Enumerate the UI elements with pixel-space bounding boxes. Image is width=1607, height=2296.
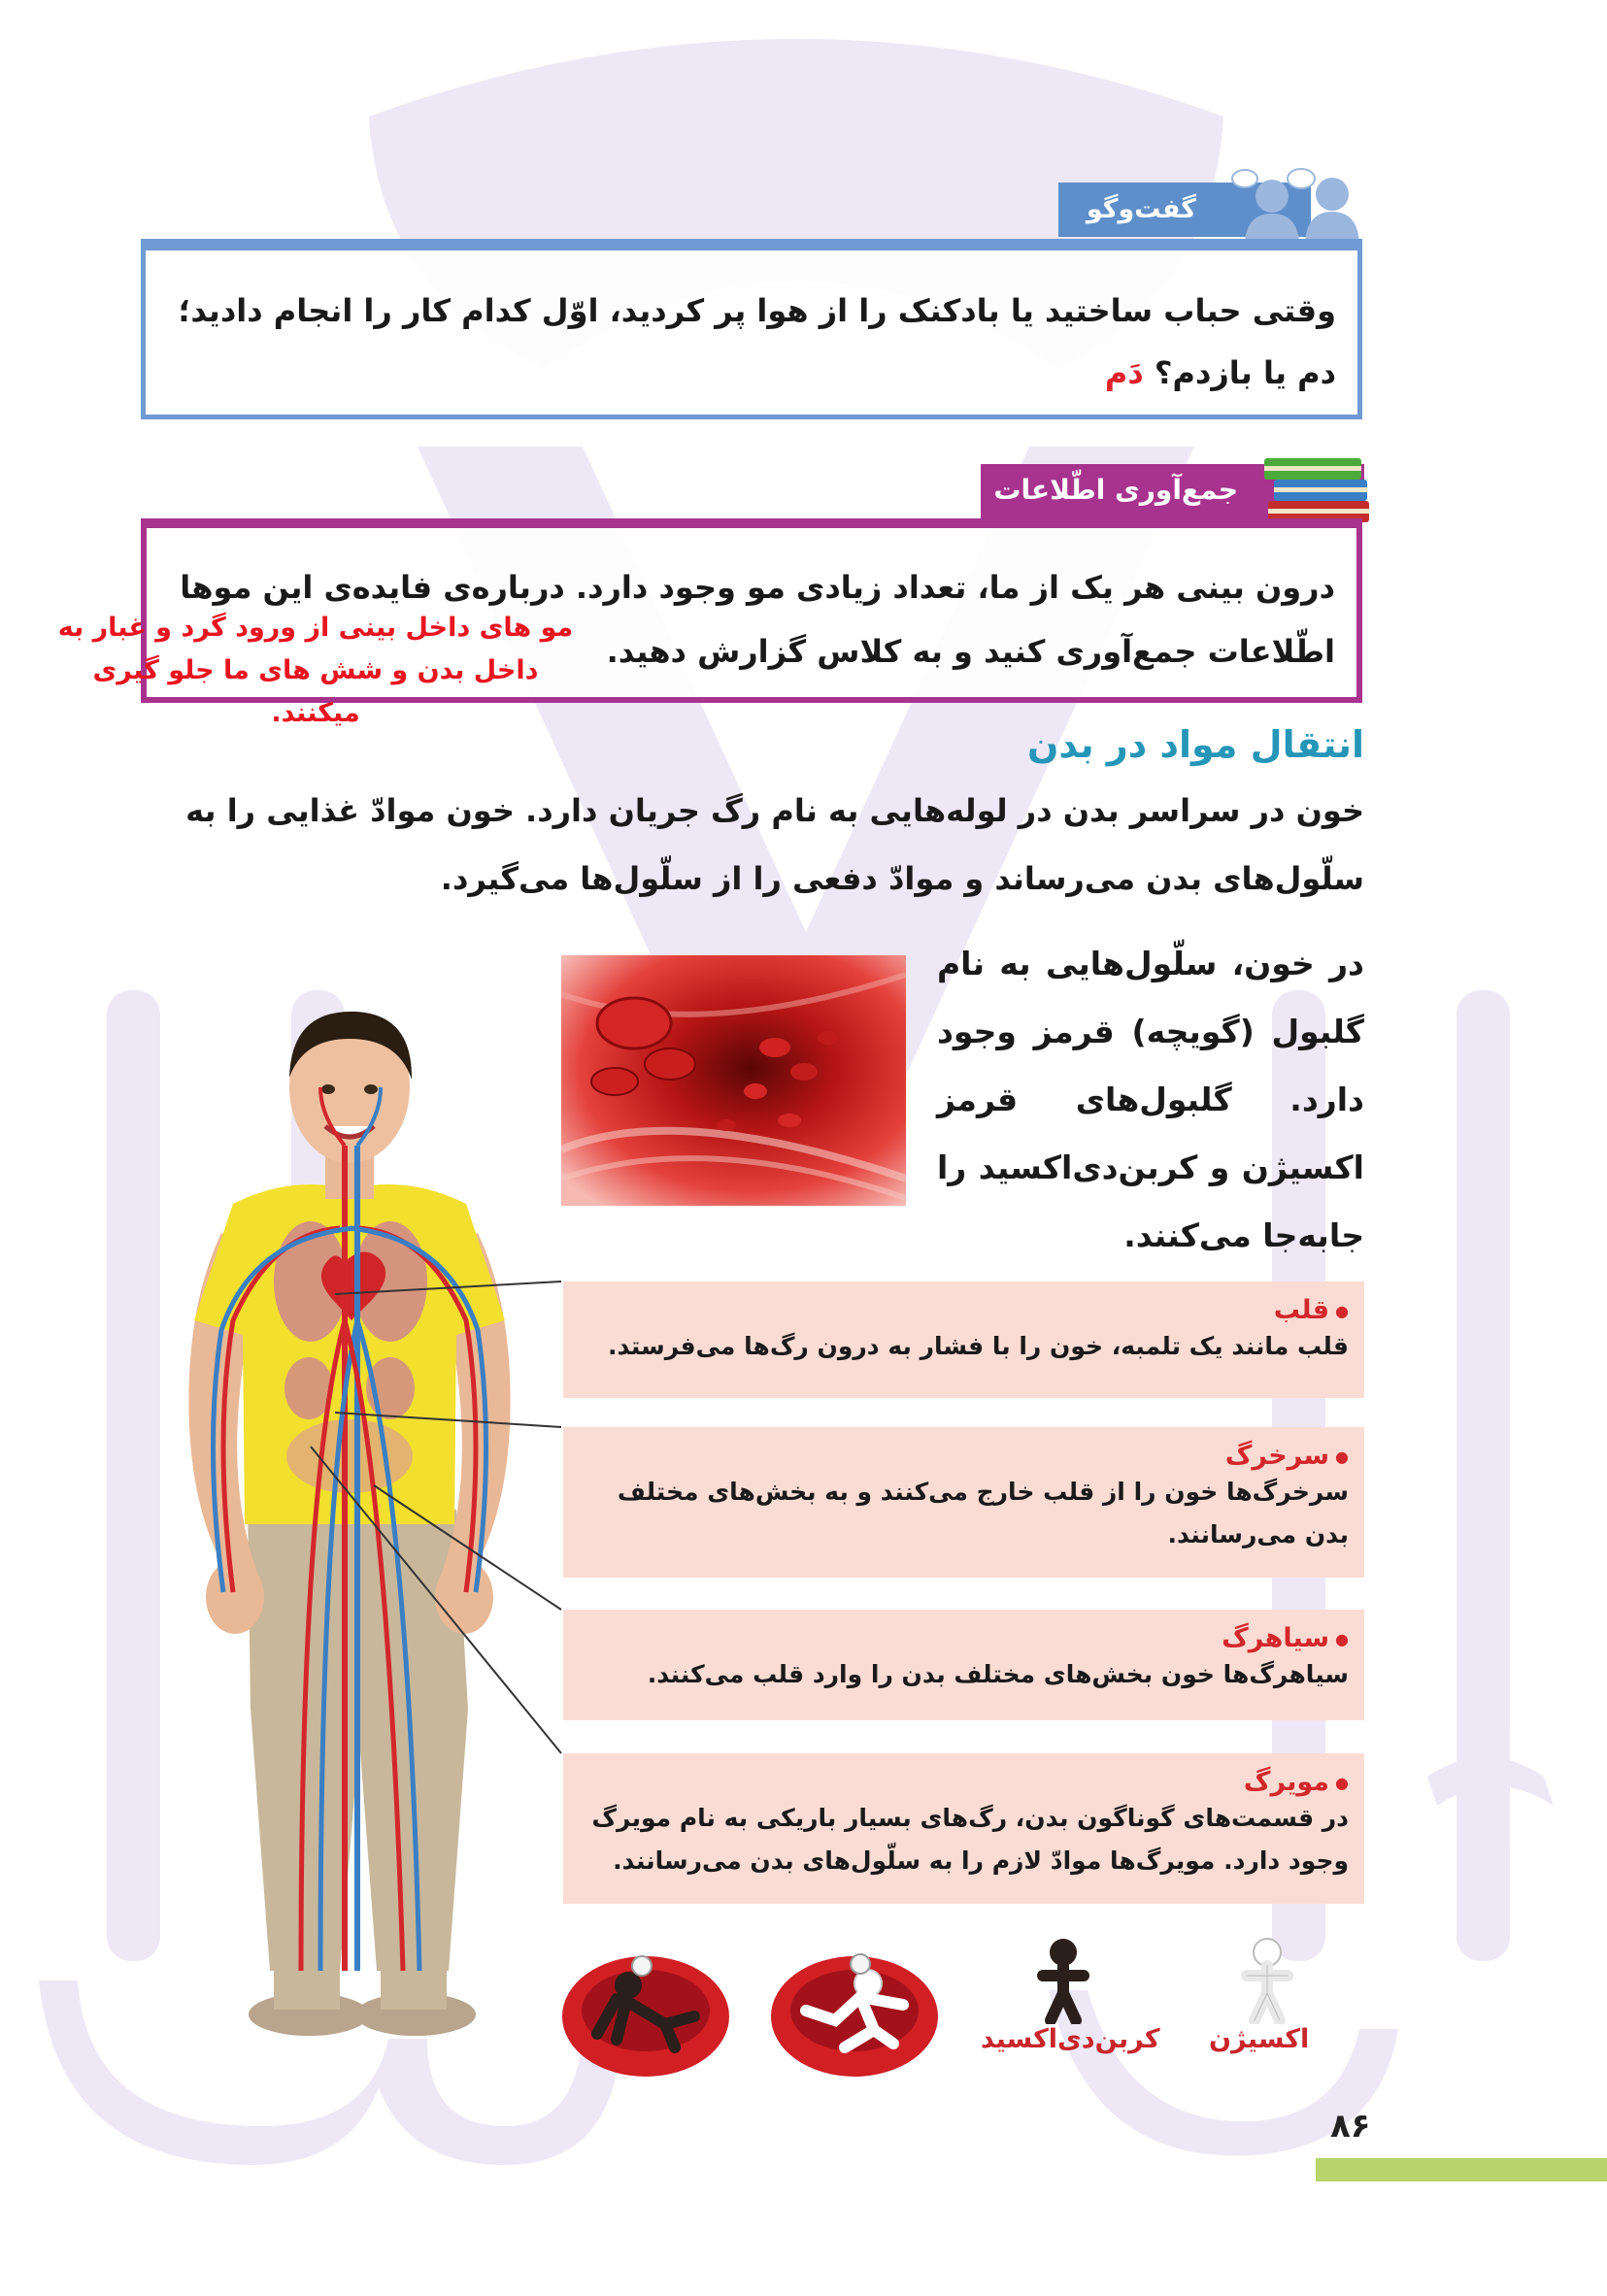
dialogue-question <box>165 280 1336 404</box>
artery-text: سرخرگ‌ها خون را از قلب خارج می‌کنند و به بخش‌های مختلف بدن می‌رسانند. <box>617 1478 1349 1548</box>
red-cell-carrying-oxygen-icon <box>767 1947 942 2082</box>
page-footer-bar <box>1316 2158 1607 2181</box>
heart-title: ● قلب <box>579 1295 1349 1325</box>
section-paragraph: خون در سراسر بدن در لوله‌هایی به نام رگ جریان دارد. خون موادّ غذایی را به سلّول‌های بدن می‌رساند و موادّ دفعی را از سلّول‌ها می‌گیرد. <box>185 792 1364 897</box>
heart-card <box>563 1281 1364 1398</box>
red-cell-carrying-co2-icon <box>558 1947 733 2082</box>
co2-label: کربن‌دی‌اکسید <box>981 2024 1160 2054</box>
page-number: ۸۶ <box>1330 2107 1371 2146</box>
dialogue-title: گفت‌وگو <box>1086 194 1196 224</box>
capillary-card <box>563 1753 1364 1904</box>
dialogue-box <box>141 239 1362 419</box>
co2-figure-icon <box>1029 1937 1097 2024</box>
vein-text: سیاهرگ‌ها خون بخش‌های مختلف بدن را وارد قلب می‌کنند. <box>647 1660 1349 1688</box>
artery-title: ● سرخرگ <box>579 1441 1349 1471</box>
info-text: درون بینی هر یک از ما، تعداد زیادی مو وجود دارد. درباره‌ی فایده‌ی این موها اطّلاعات جمع‌آوری کنید و به کلاس گزارش دهید. <box>180 569 1335 670</box>
oxygen-label: اکسیژن <box>1209 2024 1310 2054</box>
vein-card <box>563 1610 1364 1720</box>
artery-card <box>563 1427 1364 1578</box>
capillary-text: در قسمت‌های گوناگون بدن، رگ‌های بسیار باریکی به نام مویرگ وجود دارد. مویرگ‌ها موادّ لازم را به سلّول‌های بدن می‌رسانند. <box>591 1804 1349 1875</box>
oxygen-figure-icon <box>1233 1937 1301 2024</box>
circulatory-system-illustration <box>165 1000 534 2048</box>
books-icon <box>1260 445 1375 530</box>
handwritten-answer: مو های داخل بینی از ورود گرد و غبار به داخل بدن و شش های ما جلو گیری میکنند. <box>57 613 574 728</box>
vein-title: ● سیاهرگ <box>579 1623 1349 1653</box>
heart-text: قلب مانند یک تلمبه، خون را با فشار به درون رگ‌ها می‌فرستد. <box>607 1332 1349 1360</box>
dialogue-question-text: وقتی حباب ساختید یا بادکنک را از هوا پر کردید، اوّل کدام کار را انجام دادید؛ دم یا بازدم؟ <box>178 292 1336 391</box>
capillary-title: ● مویرگ <box>579 1767 1349 1797</box>
red-cells-paragraph: در خون، سلّول‌هایی به نام گلبول (گویچه) قرمز وجود دارد. گلبول‌های قرمز اکسیژن و کربن‌دی‌اکسید را جابه‌جا می‌کنند. <box>937 945 1364 1254</box>
section-title: انتقال مواد در بدن <box>1027 723 1364 766</box>
dialogue-answer: دَم <box>1104 354 1144 391</box>
blood-vessel-image <box>561 955 906 1206</box>
talking-people-icon <box>1223 163 1374 243</box>
info-title: جمع‌آوری اطّلاعات <box>993 474 1238 506</box>
